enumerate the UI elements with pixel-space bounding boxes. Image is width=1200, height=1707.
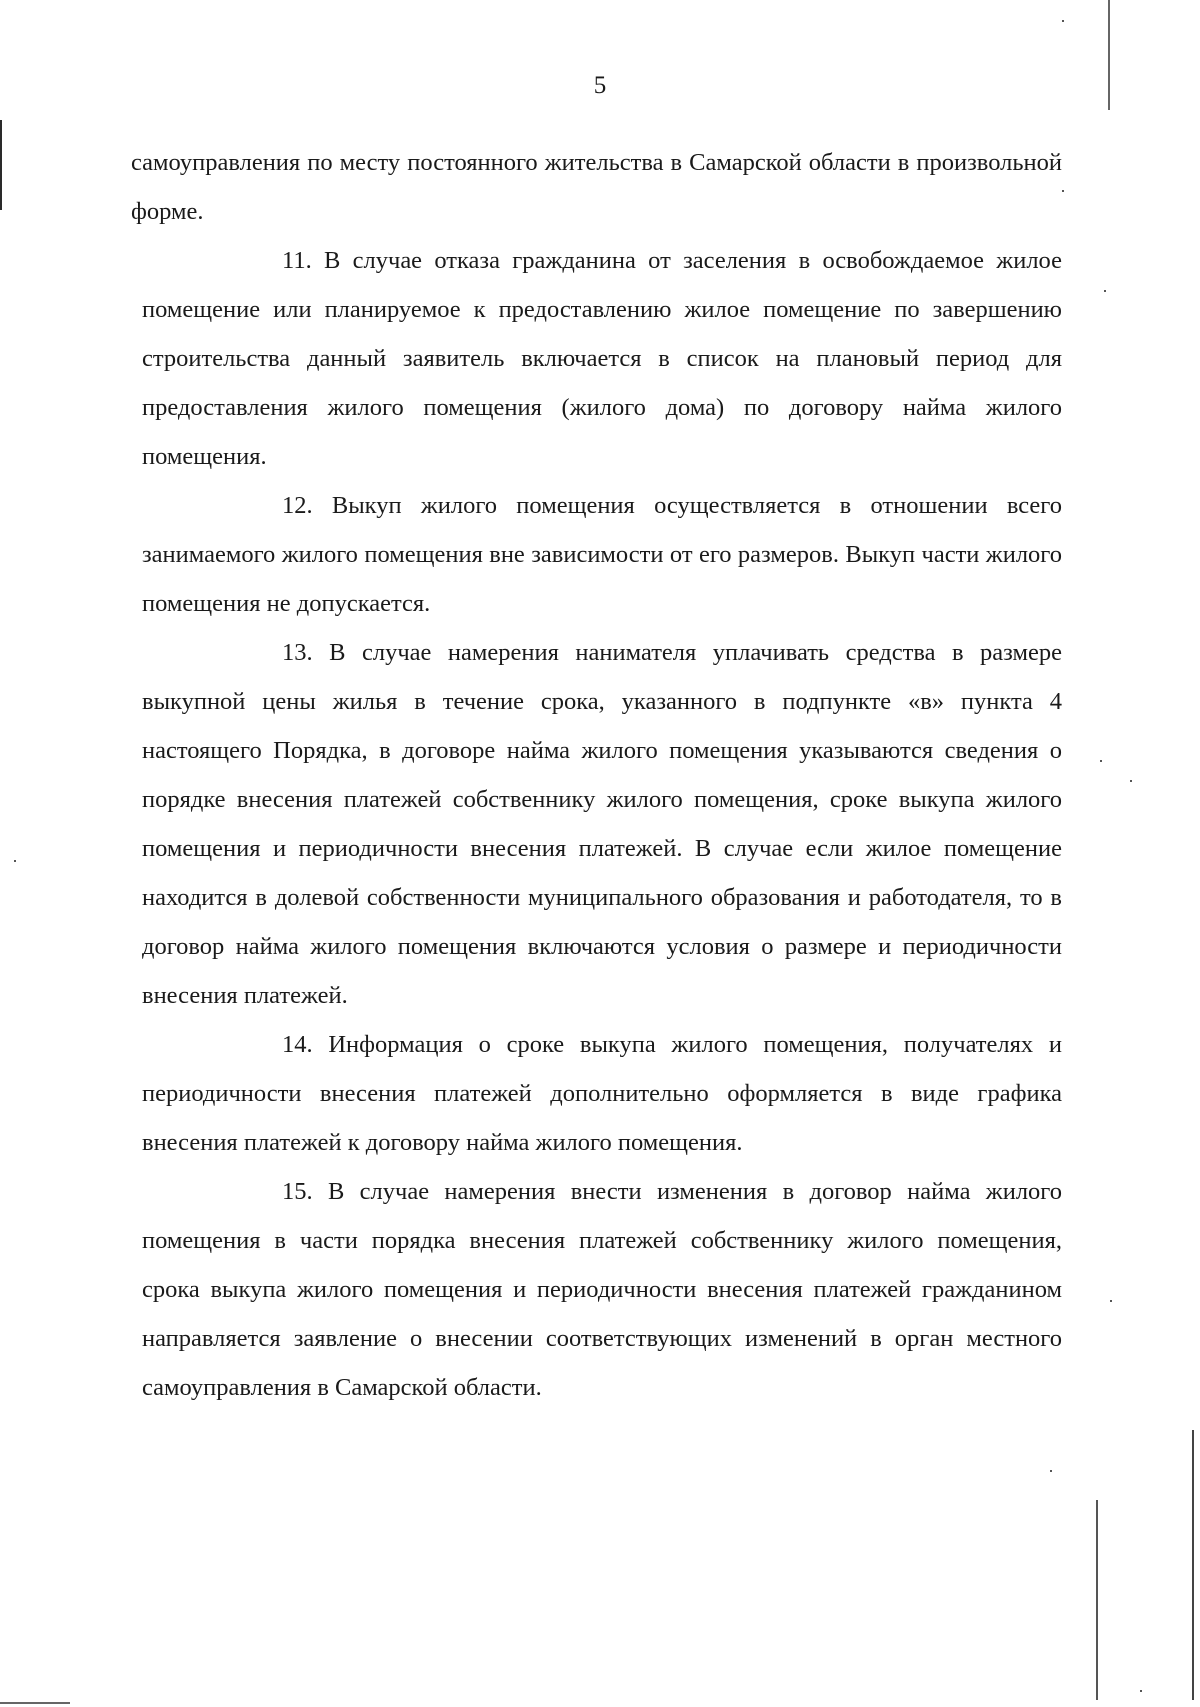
paragraph-15: 15. В случае намерения внести изменения в договор найма жилого помещения в части порядка внесения платежей собственнику жилого помещения, срока выкупа жилого помещения и периодичности внесения платежей гражданином направляется заявление о внесении соответствующих изменений в орган местного самоуправления в Самарской области.: [142, 1178, 1062, 1401]
scan-edge-right-lower: [1096, 1500, 1098, 1700]
scan-edge-left: [0, 120, 2, 210]
paragraph-14: 14. Информация о сроке выкупа жилого помещения, получателях и периодичности внесения платежей дополнительно оформляется в виде графика внесения платежей к договору найма жилого помещения.: [142, 1031, 1062, 1156]
paragraph-13: 13. В случае намерения нанимателя уплачивать средства в размере выкупной цены жилья в течение срока, указанного в подпункте «в» пункта 4 настоящего Порядка, в договоре найма жилого помещения указываются сведения о порядке внесения платежей собственнику жилого помещения, сроке выкупа жилого помещения и периодичности внесения платежей. В случае если жилое помещение находится в долевой собственности муниципального образования и работодателя, то в договор найма жилого помещения включаются условия о размере и периодичности внесения платежей.: [142, 639, 1062, 1009]
document-body: [131, 138, 1062, 1412]
scan-speck: [1100, 760, 1102, 762]
scan-speck: [1050, 1470, 1052, 1472]
scan-edge-right-far: [1192, 1430, 1194, 1700]
scan-speck: [1110, 1300, 1112, 1302]
paragraph-12: 12. Выкуп жилого помещения осуществляется в отношении всего занимаемого жилого помещения вне зависимости от его размеров. Выкуп части жилого помещения не допускается.: [142, 492, 1062, 617]
scan-speck: [1062, 190, 1064, 192]
scan-speck: [1104, 290, 1106, 292]
paragraph-11: 11. В случае отказа гражданина от заселения в освобождаемое жилое помещение или планируемое к предоставлению жилое помещение по завершению строительства данный заявитель включается в список на плановый период для предоставления жилого помещения (жилого дома) по договору найма жилого помещения.: [142, 247, 1062, 470]
paragraph-continuation: самоуправления по месту постоянного жительства в Самарской области в произвольной форме.: [131, 149, 1062, 225]
scan-speck: [1062, 20, 1064, 22]
page-number: 5: [593, 72, 607, 99]
scan-speck: [1130, 780, 1132, 782]
scan-speck: [14, 860, 16, 862]
scan-speck: [1140, 1690, 1142, 1692]
scan-edge-bottom: [0, 1702, 70, 1704]
